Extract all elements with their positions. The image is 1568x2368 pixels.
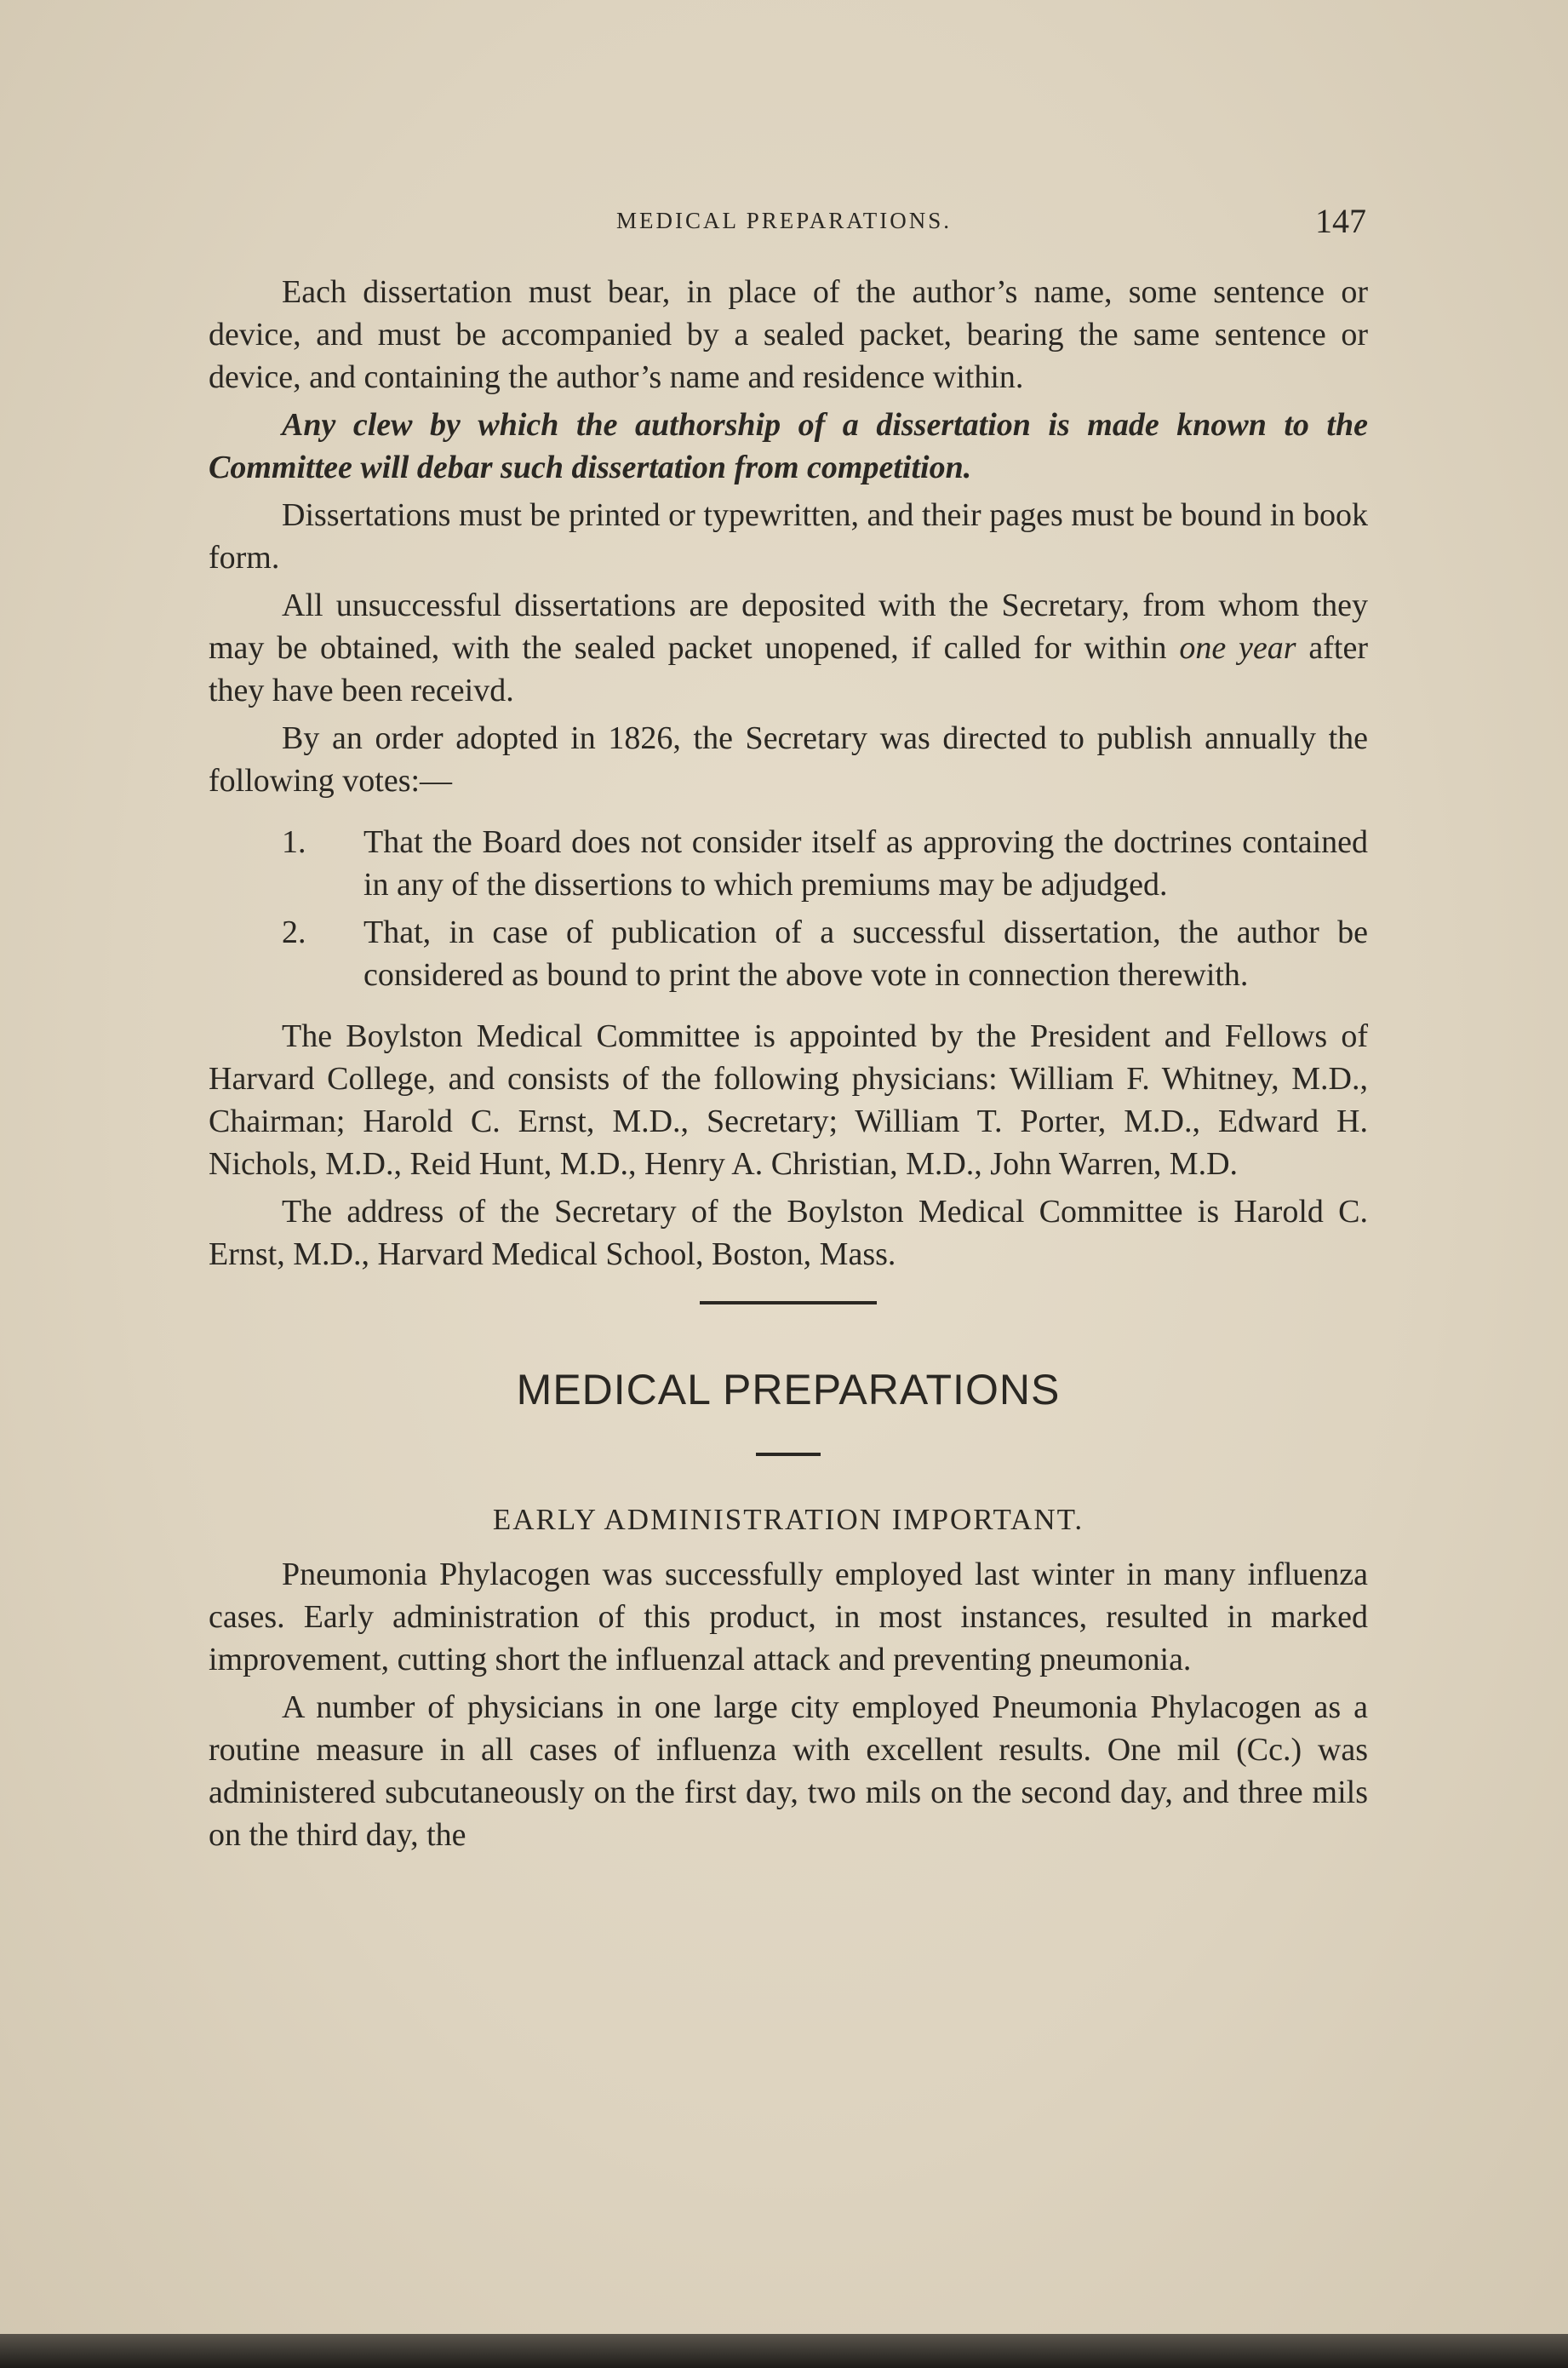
section-title: MEDICAL PREPARATIONS	[516, 1366, 1061, 1413]
paragraph-routine-measure: A number of physicians in one large city employed Pneumonia Phylacogen as a routine measure in all cases of influenza with excellent results. One mil (Cc.) was administered subcutaneously on the first day, two mils on the second day, and three mils on the third day, the	[209, 1689, 1368, 1853]
list-item-text: That, in case of publication of a successful dissertation, the author be considered as bound to print the above vote in connection therewith.	[363, 915, 1368, 993]
unsuccessful-text-before: All unsuccessful dissertations are deposited with the Secretary, from whom they may be obtained, with the sealed packet unopened, if called for within	[209, 588, 1368, 666]
list-item-text: That the Board does not consider itself as approving the doctrines contained in any of the dissertions to which premiums may be adjudged.	[363, 824, 1368, 903]
page-bottom-edge	[0, 2334, 1568, 2368]
list-item-number: 1.	[282, 824, 306, 860]
one-year-emphasis: one year	[1179, 630, 1296, 666]
paragraph-author-device: Each dissertation must bear, in place of the author’s name, some sentence or device, and must be accompanied by a sealed packet, bearing the same sentence or device, and containing the author’s name and residence within.	[209, 274, 1368, 395]
paragraph-order-1826: By an order adopted in 1826, the Secretary was directed to publish annually the following votes:—	[209, 720, 1368, 799]
list-item	[209, 911, 1368, 996]
title-underline	[756, 1453, 821, 1456]
paragraph-secretary-address: The address of the Secretary of the Boylston Medical Committee is Harold C. Ernst, M.D., Harvard Medical School, Boston, Mass.	[209, 1194, 1368, 1272]
page-number: 147	[1315, 202, 1366, 240]
section-subtitle: EARLY ADMINISTRATION IMPORTANT.	[492, 1503, 1084, 1536]
paragraph-unsuccessful	[209, 584, 1368, 712]
section-divider	[700, 1301, 877, 1304]
paragraph-committee-members: The Boylston Medical Committee is appointed by the President and Fellows of Harvard College, and consists of the following physicians: William F. Whitney, M.D., Chairman; Harold C. Ernst, M.D., Secretary; William T. Porter, M.D., Edward H. Nichols, M.D., Reid Hunt, M.D., Henry A. Christian, M.D., John Warren, M.D.	[209, 1018, 1368, 1182]
running-head: MEDICAL PREPARATIONS.	[615, 208, 953, 233]
page-body	[209, 271, 1368, 1861]
unsuccessful-text-after: after they have been receivd.	[209, 630, 1368, 708]
list-item-number: 2.	[282, 915, 306, 950]
votes-list	[209, 821, 1368, 996]
paragraph-authorship-warning: Any clew by which the authorship of a dissertation is made known to the Committee will debar such dissertation from competition.	[209, 407, 1368, 485]
paragraph-printed-format: Dissertations must be printed or typewritten, and their pages must be bound in book form.	[209, 497, 1368, 576]
page-header	[0, 201, 1568, 252]
paragraph-pneumonia-phylacogen: Pneumonia Phylacogen was successfully employed last winter in many influenza cases. Early administration of this product, in most instances, resulted in marked improvement, cutting short the influenzal attack and preventing pneumonia.	[209, 1557, 1368, 1677]
list-item	[209, 821, 1368, 906]
